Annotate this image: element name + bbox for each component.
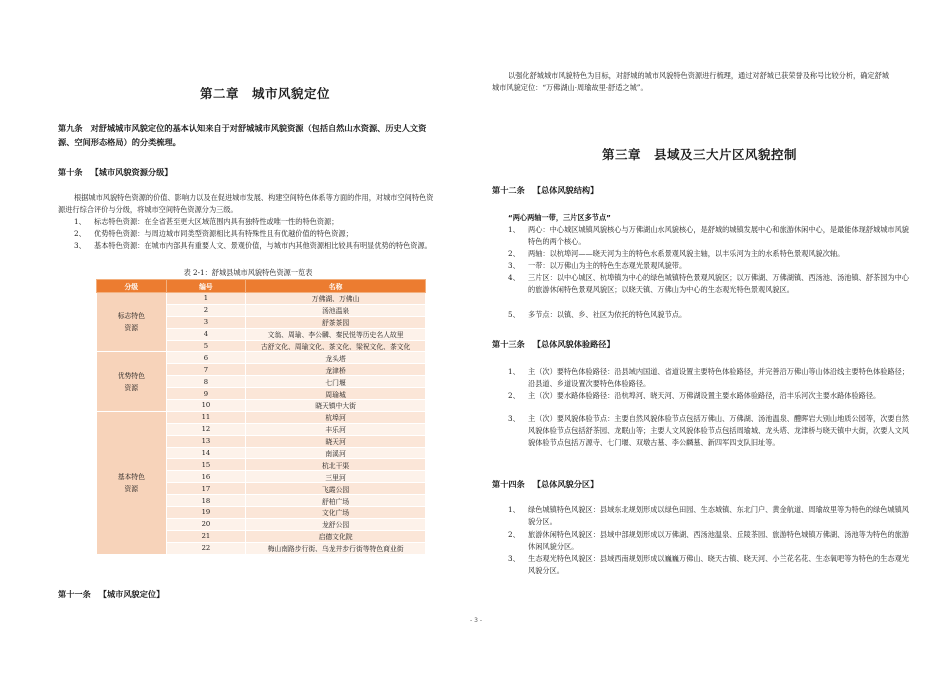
structure-item-text: 两轴：以杭埠河——晓天河为主的特色水系景观风貌主轴，以丰乐河为主的水系特色景观风貌次轴。 <box>528 249 845 258</box>
article-14-label: 第十四条 <box>492 479 525 489</box>
article-13-label: 第十三条 <box>492 339 525 349</box>
article-9-label: 第九条 <box>58 123 83 133</box>
table-number-cell: 8 <box>166 376 246 388</box>
table-category-cell: 标志特色 资源 <box>97 293 167 352</box>
table-name-cell: 晓天河 <box>246 435 426 447</box>
table-number-cell: 17 <box>166 483 246 495</box>
resource-level-item-text: 基本特色资源：在城市内部具有重要人文、景观价值，与城市内其他资源相比较具有明显优势的特色资源。 <box>94 241 432 250</box>
article-11-title: 【城市风貌定位】 <box>98 589 165 599</box>
table-name-cell: 龙舒公园 <box>246 518 426 530</box>
positioning-statement: 以强化舒城城市风貌特色为目标，对舒城的城市风貌特色资源进行梳理，通过对舒城已获荣誉及称号比较分析，确定舒城城市风貌定位：“万佛湖山·周瑜故里·舒适之城”。 <box>492 71 889 93</box>
structure-item <box>508 248 912 260</box>
header-number: 编号 <box>166 280 246 293</box>
resource-level-item-text: 优势特色资源：与周边城市同类型资源相比具有特殊性且有优越价值的特色资源； <box>94 229 353 238</box>
structure-item <box>508 309 912 321</box>
article-12-label: 第十二条 <box>492 185 525 195</box>
structure-item-text: 多节点：以镇、乡、社区为依托的特色风貌节点。 <box>528 310 687 319</box>
table-name-cell: 飞霞公园 <box>246 483 426 495</box>
zone-item <box>508 553 912 577</box>
header-name: 名称 <box>246 280 426 293</box>
table-number-cell: 11 <box>166 411 246 423</box>
structure-item-number: 5、 <box>508 310 520 319</box>
structure-item-text: 一带：以万佛山为主的特色生态观光景观风貌带。 <box>528 261 687 270</box>
article-12-title: 【总体风貌结构】 <box>532 185 599 195</box>
article-14-title: 【总体风貌分区】 <box>532 479 599 489</box>
table-number-cell: 5 <box>166 340 246 352</box>
structure-item <box>508 272 912 296</box>
zone-item-number: 3、 <box>508 554 520 563</box>
article-13-heading <box>492 338 892 352</box>
table-name-cell: 南溪河 <box>246 447 426 459</box>
route-item <box>508 366 912 390</box>
route-item-number: 3、 <box>508 414 520 423</box>
table-name-cell: 龙津桥 <box>246 364 426 376</box>
table-name-cell: 舒茶茶园 <box>246 316 426 328</box>
route-item-text: 主（次）要特色体验路径：沿县域内国道、省道设置主要特色体验路径，并完善沿万佛山等山体沿线主要特色体验路径；沿县道、乡道设置次要特色体验路径。 <box>528 367 909 389</box>
table-name-cell: 古舒文化、周瑜文化、茶文化、梁祝文化、茶文化 <box>246 340 426 352</box>
route-item-text: 主（次）要风貌体验节点：主要自然风貌体验节点包括万佛山、万佛湖、汤池温泉、醴晖岩大别山地质公园等，次要自然风貌体验节点包括舒茶园、龙眠山等；主要人文风貌体验节点包括周瑜城、龙头塔、龙津桥与晓天镇中大街，次要人文风貌体验节点包括万源寺、七门堰、双墩古墓、李公麟墓、新四军四支队旧址等。 <box>528 414 909 448</box>
page-number: - 3 - <box>470 617 482 624</box>
resource-table <box>96 279 426 555</box>
resource-level-item-text: 标志特色资源：在全省甚至更大区域范围内具有独特性或唯一性的特色资源； <box>94 217 339 226</box>
structure-item-number: 1、 <box>508 225 520 234</box>
table-name-cell: 龙头塔 <box>246 352 426 364</box>
resource-level-item <box>74 216 458 228</box>
article-9-text: 对舒城城市风貌定位的基本认知来自于对舒城城市风貌资源（包括自然山水资源、历史人文资源、空间形态格局）的分类梳理。 <box>58 123 427 147</box>
table-number-cell: 13 <box>166 435 246 447</box>
table-name-cell: 文翁、周瑜、李公麟、秦民悦等历史名人故里 <box>246 328 426 340</box>
route-item-number: 2、 <box>508 391 520 400</box>
article-14-heading <box>492 478 892 492</box>
table-name-cell: 杭埠河 <box>246 411 426 423</box>
route-item-number: 1、 <box>508 367 520 376</box>
table-name-cell: 七门堰 <box>246 376 426 388</box>
table-number-cell: 3 <box>166 316 246 328</box>
structure-item <box>508 260 912 272</box>
table-number-cell: 19 <box>166 507 246 519</box>
table-number-cell: 15 <box>166 459 246 471</box>
table-number-cell: 12 <box>166 423 246 435</box>
table-number-cell: 10 <box>166 400 246 412</box>
zone-item-number: 2、 <box>508 530 520 539</box>
resource-level-item <box>74 228 458 240</box>
chapter-2-title: 第二章 城市风貌定位 <box>200 86 331 101</box>
table-row <box>97 293 426 305</box>
article-10-label: 第十条 <box>58 167 83 177</box>
zone-item <box>508 504 912 528</box>
table-name-cell: 万佛湖、万佛山 <box>246 293 426 305</box>
resource-level-item-number: 1、 <box>74 217 86 226</box>
zone-item-text: 生态观光特色风貌区：县域西南规划形成以巍巍万佛山、晓天古镇、晓天河、小兰花名花、生态氧吧等为特色的生态观光风貌分区。 <box>528 554 909 576</box>
table-number-cell: 21 <box>166 530 246 542</box>
table-number-cell: 16 <box>166 471 246 483</box>
table-row <box>97 411 426 423</box>
table-number-cell: 14 <box>166 447 246 459</box>
resource-level-item-number: 3、 <box>74 241 86 250</box>
resource-level-item-number: 2、 <box>74 229 86 238</box>
article-12-heading <box>492 184 892 198</box>
structure-item-number: 3、 <box>508 261 520 270</box>
chapter-3-title: 第三章 县域及三大片区风貌控制 <box>602 147 798 162</box>
table-name-cell: 晓天镇中大街 <box>246 400 426 412</box>
article-10-title: 【城市风貌资源分级】 <box>90 167 173 177</box>
table-category-cell: 优势特色 资源 <box>97 352 167 411</box>
article-11-heading <box>58 588 438 602</box>
resource-intro: 根据城市风貌特色资源的价值、影响力以及在促进城市发展、构建空间特色体系等方面的作用，对城市空间特色资源进行综合评价与分级，将城市空间特色资源分为三级。 <box>58 193 434 215</box>
structure-item-text: 三片区：以中心城区、杭埠镇为中心的绿色城镇特色景观风貌区；以万佛湖、万佛湖镇、西汤池、汤池镇、舒茶园为中心的旅游休闲特色景观风貌区；以晓天镇、万佛山为中心的生态观光特色景观风貌区。 <box>528 273 909 295</box>
table-number-cell: 4 <box>166 328 246 340</box>
table-number-cell: 20 <box>166 518 246 530</box>
table-number-cell: 6 <box>166 352 246 364</box>
zone-item-text: 绿色城镇特色风貌区：县域东北规划形成以绿色田园、生态城镇、东北门户、黄金航道、周瑜故里等为特色的绿色城镇风貌分区。 <box>528 505 909 527</box>
article-10-heading <box>58 166 438 180</box>
table-caption: 表 2-1：舒城县城市风貌特色资源一览表 <box>183 268 313 277</box>
route-item <box>508 413 912 450</box>
article-13-title: 【总体风貌体验路径】 <box>532 339 615 349</box>
structure-item <box>508 224 912 248</box>
header-level: 分级 <box>97 280 167 293</box>
table-name-cell: 丰乐河 <box>246 423 426 435</box>
table-number-cell: 7 <box>166 364 246 376</box>
table-name-cell: 周瑜城 <box>246 388 426 400</box>
table-category-cell: 基本特色 资源 <box>97 411 167 554</box>
table-number-cell: 2 <box>166 304 246 316</box>
table-name-cell: 杭北干渠 <box>246 459 426 471</box>
article-9 <box>58 122 438 149</box>
table-name-cell: 三里河 <box>246 471 426 483</box>
structure-item-number: 2、 <box>508 249 520 258</box>
article-11-label: 第十一条 <box>58 589 91 599</box>
table-name-cell: 启德文化院 <box>246 530 426 542</box>
table-name-cell: 汤池温泉 <box>246 304 426 316</box>
table-header-row <box>97 280 426 293</box>
table-name-cell: 梅山南路步行街、乌龙井步行街等特色商业街 <box>246 542 426 554</box>
structure-heading: “两心两轴一带，三片区多节点” <box>508 213 611 222</box>
zone-item-text: 旅游休闲特色风貌区：县域中部规划形成以万佛湖、西汤池温泉、丘陵茶园、旅游特色城镇万佛湖、汤池等为特色的旅游休闲风貌分区。 <box>528 530 909 552</box>
table-number-cell: 22 <box>166 542 246 554</box>
table-number-cell: 1 <box>166 293 246 305</box>
zone-item <box>508 529 912 553</box>
table-number-cell: 18 <box>166 495 246 507</box>
zone-item-number: 1、 <box>508 505 520 514</box>
table-name-cell: 舒柏广场 <box>246 495 426 507</box>
table-number-cell: 9 <box>166 388 246 400</box>
resource-level-item <box>74 240 458 252</box>
route-item-text: 主（次）要水路体验路径：沿杭埠河、晓天河、万佛湖设置主要水路体验路径，沿丰乐河次主要水路体验路径。 <box>528 391 881 400</box>
table-row <box>97 352 426 364</box>
structure-item-text: 两心：中心城区城镇风貌核心与万佛湖山水风貌核心，是舒城的城镇发展中心和旅游休闲中心，是最能体现舒城城市风貌特色的两个核心。 <box>528 225 909 247</box>
structure-item-number: 4、 <box>508 273 520 282</box>
table-name-cell: 文化广场 <box>246 507 426 519</box>
route-item <box>508 390 912 402</box>
